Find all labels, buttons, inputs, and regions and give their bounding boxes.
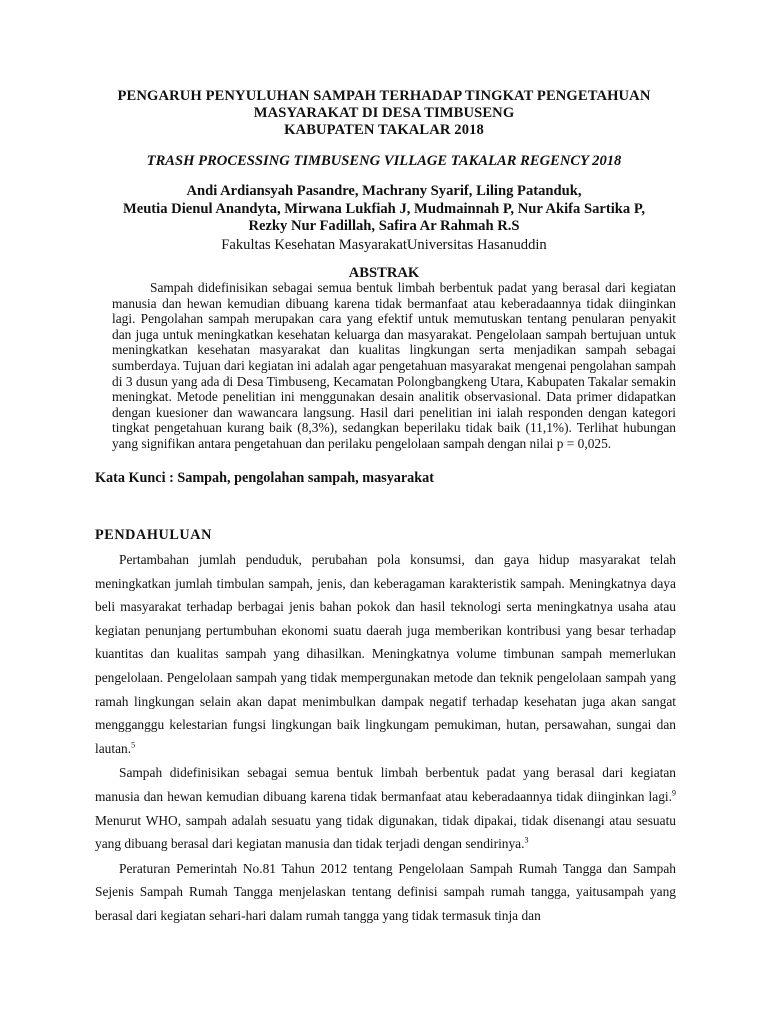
- paragraph-2: [95, 761, 676, 855]
- author-list: [80, 183, 688, 236]
- citation-ref: 5: [131, 740, 136, 750]
- title-line-1: PENGARUH PENYULUHAN SAMPAH TERHADAP TINGKAT PENGETAHUAN: [117, 88, 651, 104]
- citation-ref: 9: [672, 788, 676, 798]
- paragraph-1: [95, 548, 676, 760]
- paragraph-1-text: Pertambahan jumlah penduduk, perubahan pola konsumsi, dan gaya hidup masyarakat telah meningkatkan jumlah timbulan sampah, jenis, dan keberagaman karakteristik sampah. Meningkatnya daya beli masyarakat terhadap berbagai jenis bahan pokok dan hasil teknologi serta meningkatnya usaha atau kegiatan penunjang pertumbuhan ekonomi suatu daerah juga memberikan kontribusi yang besar terhadap kuantitas dan kualitas sampah yang dihasilkan. Meningkatnya volume timbunan sampah memerlukan pengelolaan. Pengelolaan sampah yang tidak mempergunakan metode dan teknik pengelolaan sampah yang ramah lingkungan selain akan dapat menimbulkan dampak negatif terhadap kesehatan juga akan sangat mengganggu kelestarian fungsi lingkungan baik lingkungam pemukiman, hutan, persawahan, sungai dan lautan.: [95, 552, 676, 756]
- abstract-text: Sampah didefinisikan sebagai semua bentuk limbah berbentuk padat yang berasal dari kegiatan manusia dan hewan kemudian dibuang karena tidak bermanfaat atau keberadaannya tidak diinginkan lagi. Pengolahan sampah merupakan cara yang efektif untuk memutuskan tentang penularan penyakit dan juga untuk meningkatkan kesehatan keluarga dan masyarakat. Pengelolaan sampah bertujuan untuk meningkatkan kesehatan masyarakat dan kualitas lingkungan serta menjadikan sampah sebagai sumberdaya. Tujuan dari kegiatan ini adalah agar pengetahuan masyarakat mengenai pengolahan sampah di 3 dusun yang ada di Desa Timbuseng, Kecamatan Polongbangkeng Utara, Kabupaten Takalar semakin meningkat. Metode penelitian ini menggunakan desain analitik observasional. Data primer didapatkan dengan kuesioner dan wawancara langsung. Hasil dari penelitian ini ialah responden dengan kategori tingkat pengetahuan kurang baik (8,3%), sedangkan beperilaku tidak baik (11,1%). Terlihat hubungan yang signifikan antara pengetahuan dan perilaku pengelolaan sampah dengan nilai p = 0,025.: [112, 280, 676, 451]
- body-text: [95, 548, 676, 929]
- author-line-1: Andi Ardiansyah Pasandre, Machrany Syarif, Liling Patanduk,: [186, 183, 582, 199]
- paper-title: [80, 88, 688, 139]
- citation-ref: 3: [524, 835, 529, 845]
- keywords: Kata Kunci : Sampah, pengolahan sampah, masyarakat: [95, 470, 434, 486]
- english-title: TRASH PROCESSING TIMBUSENG VILLAGE TAKALAR REGENCY 2018: [146, 153, 622, 169]
- author-line-3: Rezky Nur Fadillah, Safira Ar Rahmah R.S: [248, 218, 520, 234]
- title-line-3: KABUPATEN TAKALAR 2018: [284, 122, 484, 138]
- affiliation: Fakultas Kesehatan MasyarakatUniversitas Hasanuddin: [221, 237, 547, 253]
- abstract-heading: ABSTRAK: [348, 265, 420, 281]
- title-line-2: MASYARAKAT DI DESA TIMBUSENG: [253, 105, 515, 121]
- paragraph-2-text-b: Menurut WHO, sampah adalah sesuatu yang tidak digunakan, tidak dipakai, tidak disenangi atau sesuatu yang dibuang berasal dari kegiatan manusia dan tidak terjadi dengan sendirinya.: [95, 812, 676, 852]
- paragraph-3: [95, 857, 676, 928]
- paragraph-3-text: Peraturan Pemerintah No.81 Tahun 2012 tentang Pengelolaan Sampah Rumah Tangga dan Sampah Sejenis Sampah Rumah Tangga menjelaskan tentang definisi sampah rumah tangga, yaitusampah yang berasal dari kegiatan sehari-hari dalam rumah tangga yang tidak termasuk tinja dan: [95, 860, 676, 923]
- author-line-2: Meutia Dienul Anandyta, Mirwana Lukfiah J, Mudmainnah P, Nur Akifa Sartika P,: [122, 200, 646, 217]
- section-heading: PENDAHULUAN: [95, 527, 212, 543]
- paragraph-2-text-a: Sampah didefinisikan sebagai semua bentuk limbah berbentuk padat yang berasal dari kegiatan manusia dan hewan kemudian dibuang karena tidak bermanfaat atau keberadaannya tidak diinginkan lagi.: [95, 765, 676, 804]
